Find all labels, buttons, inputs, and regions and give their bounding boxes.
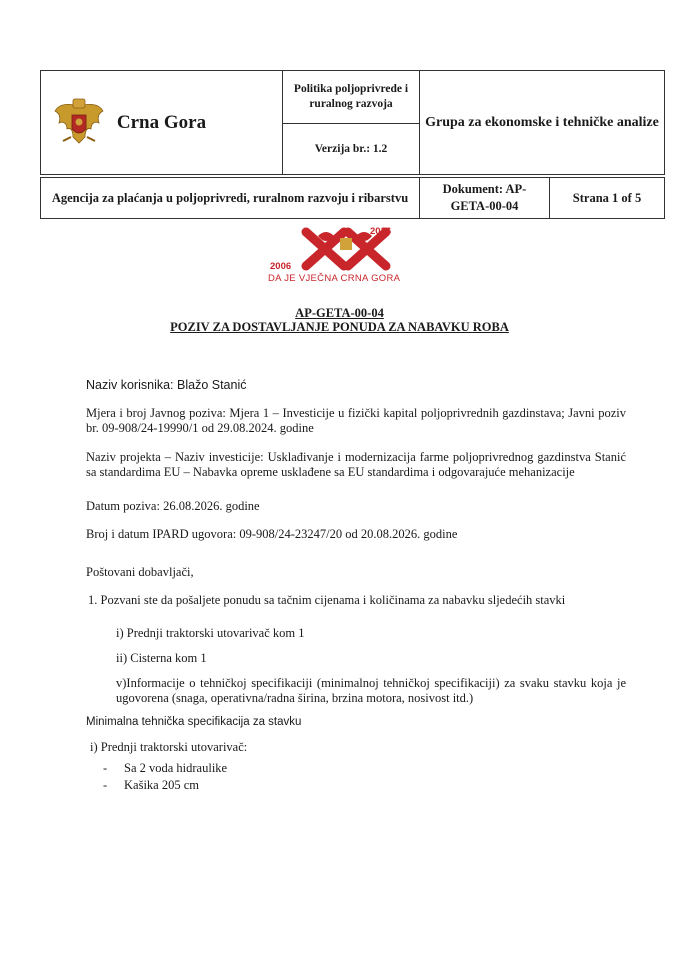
header-table-2 — [40, 177, 665, 219]
group-cell: Grupa za ekonomske i tehničke analize — [420, 71, 665, 175]
sub-item-ii: ii) Cisterna kom 1 — [116, 651, 207, 665]
agency-cell: Agencija za plaćanja u poljoprivredi, ruralnom razvoju i ribarstvu — [41, 178, 420, 219]
version-cell: Verzija br.: 1.2 — [283, 124, 420, 175]
document-cell: Dokument: AP-GETA-00-04 — [420, 178, 550, 219]
project-line: Naziv projekta – Naziv investicije: Usklađivanje i modernizacija farme poljoprivrednog gazdinstva Stanić sa standardima EU – Nabavka opreme usklađene sa EU standardima i odgovarajuće mehanizacije — [86, 450, 626, 479]
logo-slogan: DA JE VJEČNA CRNA GORA — [268, 273, 401, 284]
sub-item-v: v)Informacije o tehničkoj specifikaciji (minimalnoj tehničkoj specifikaciji) za svaku stavku koja je ugovorena (snaga, operativna/radna širina, brzina motora, nosivost itd.) — [116, 676, 626, 705]
sub-item-i: i) Prednji traktorski utovarivač kom 1 — [116, 626, 305, 640]
dash-bullet: - — [103, 778, 108, 792]
date-line: Datum poziva: 26.08.2026. godine — [86, 499, 260, 513]
item-1: 1. Pozvani ste da pošaljete ponudu sa tačnim cijenama i količinama za nabavku sljedećih stavki — [88, 593, 566, 607]
spec-item-i: i) Prednji traktorski utovarivač: — [90, 740, 248, 754]
document-code: AP-GETA-00-04 — [295, 306, 384, 320]
coat-of-arms-icon — [51, 97, 107, 151]
logo-year-end: 2026 — [370, 226, 392, 237]
greeting: Poštovani dobavljači, — [86, 565, 194, 579]
country-name: Crna Gora — [116, 111, 207, 133]
spec-list-item: Kašika 205 cm — [124, 778, 199, 792]
logo-year-start: 2006 — [270, 261, 292, 272]
dash-bullet: - — [103, 761, 108, 775]
page-cell: Strana 1 of 5 — [550, 178, 665, 219]
spec-list-item: Sa 2 voda hidraulike — [124, 761, 228, 775]
contract-line: Broj i datum IPARD ugovora: 09-908/24-23247/20 od 20.08.2026. godine — [86, 527, 458, 541]
beneficiary-line: Naziv korisnika: Blažo Stanić — [86, 378, 247, 392]
header-table — [40, 70, 665, 175]
min-spec-heading: Minimalna tehnička specifikacija za stavku — [86, 716, 302, 728]
measure-line: Mjera i broj Javnog poziva: Mjera 1 – Investicije u fizički kapital poljoprivrednih gazdinstava; Javni poziv br. 09-908/24-19990/1 od 29.08.2024. godine — [86, 406, 626, 435]
policy-cell: Politika poljoprivrede i ruralnog razvoja — [283, 71, 420, 124]
country-cell — [41, 71, 283, 175]
document-title: POZIV ZA DOSTAVLJANJE PONUDA ZA NABAVKU ROBA — [170, 320, 509, 334]
